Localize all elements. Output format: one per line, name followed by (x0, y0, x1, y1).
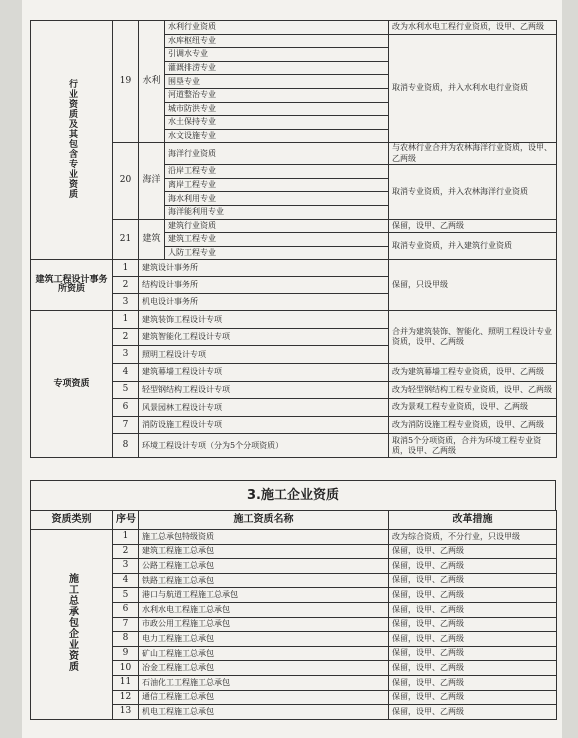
construction-qualification-table (30, 510, 557, 720)
qualification-name: 海洋行业资质 (165, 143, 389, 165)
category-cell: 建筑工程设计事务所资质 (31, 260, 113, 311)
qualification-name: 消防设施工程设计专项 (139, 416, 389, 434)
reform-measure: 保留，设甲、乙两级 (389, 617, 557, 632)
qualification-name: 矿山工程施工总承包 (139, 646, 389, 661)
field-name: 水利 (139, 21, 165, 143)
design-qualification-table (30, 20, 557, 458)
reform-measure: 改为综合资质，不分行业，只设甲级 (389, 530, 557, 545)
reform-measure: 保留，只设甲级 (389, 260, 557, 311)
qualification-name: 海洋能利用专业 (165, 205, 389, 219)
qualification-name: 施工总承包特级资质 (139, 530, 389, 545)
reform-measure: 保留，设甲、乙两级 (389, 588, 557, 603)
row-number: 2 (113, 544, 139, 559)
row-number: 5 (113, 588, 139, 603)
category-label: 施工总承包企业资质 (66, 573, 78, 673)
reform-measure: 取消专业资质，并入建筑行业资质 (389, 233, 557, 260)
header-number: 序号 (113, 511, 139, 530)
table-row (31, 311, 557, 329)
row-number: 7 (113, 617, 139, 632)
reform-measure: 改为建筑幕墙工程专业资质，设甲、乙两级 (389, 364, 557, 382)
qualification-name: 机电工程施工总承包 (139, 705, 389, 720)
table-row (31, 260, 557, 277)
qualification-name: 灌溉排涝专业 (165, 61, 389, 75)
row-number: 6 (113, 602, 139, 617)
header-measure: 改革措施 (389, 511, 557, 530)
row-number: 13 (113, 705, 139, 720)
reform-measure: 保留，设甲、乙两级 (389, 646, 557, 661)
reform-measure: 保留，设甲、乙两级 (389, 573, 557, 588)
qualification-name: 水文设施专业 (165, 129, 389, 143)
field-name: 海洋 (139, 143, 165, 219)
category-cell (31, 530, 113, 720)
row-number: 21 (113, 219, 139, 260)
row-number: 1 (113, 311, 139, 329)
qualification-name: 结构设计事务所 (139, 277, 389, 294)
row-number: 20 (113, 143, 139, 219)
reform-measure: 取消5个分项资质，合并为环境工程专业资质，设甲、乙两级 (389, 434, 557, 458)
reform-measure: 改为景观工程专业资质，设甲、乙两级 (389, 399, 557, 417)
qualification-name: 城市防洪专业 (165, 102, 389, 116)
qualification-name: 轻型钢结构工程设计专项 (139, 381, 389, 399)
qualification-name: 建筑工程专业 (165, 233, 389, 247)
qualification-name: 通信工程施工总承包 (139, 690, 389, 705)
qualification-name: 铁路工程施工总承包 (139, 573, 389, 588)
qualification-name: 人防工程专业 (165, 246, 389, 260)
qualification-name: 电力工程施工总承包 (139, 632, 389, 647)
qualification-name: 水库枢纽专业 (165, 34, 389, 48)
category-label: 行业资质及其包含专业资质 (67, 78, 77, 199)
qualification-name: 市政公用工程施工总承包 (139, 617, 389, 632)
qualification-name: 海水利用专业 (165, 192, 389, 206)
row-number: 5 (113, 381, 139, 399)
qualification-name: 风景园林工程设计专项 (139, 399, 389, 417)
row-number: 1 (113, 530, 139, 545)
qualification-name: 引调水专业 (165, 48, 389, 62)
row-number: 1 (113, 260, 139, 277)
reform-measure: 改为消防设施工程专业资质，设甲、乙两级 (389, 416, 557, 434)
qualification-name: 建筑设计事务所 (139, 260, 389, 277)
reform-measure: 保留，设甲、乙两级 (389, 661, 557, 676)
reform-measure: 保留，设甲、乙两级 (389, 602, 557, 617)
row-number: 7 (113, 416, 139, 434)
field-name: 建筑 (139, 219, 165, 260)
qualification-name: 环境工程设计专项（分为5个分项资质） (139, 434, 389, 458)
reform-measure: 保留，设甲、乙两级 (389, 219, 557, 233)
category-cell (31, 21, 113, 260)
row-number: 4 (113, 364, 139, 382)
reform-measure: 与农林行业合并为农林海洋行业资质，设甲、乙两级 (389, 143, 557, 165)
reform-measure: 取消专业资质，并入农林海洋行业资质 (389, 165, 557, 219)
row-number: 2 (113, 277, 139, 294)
row-number: 3 (113, 346, 139, 364)
qualification-name: 围垦专业 (165, 75, 389, 89)
reform-measure: 保留，设甲、乙两级 (389, 675, 557, 690)
row-number: 8 (113, 632, 139, 647)
qualification-name: 河道整治专业 (165, 88, 389, 102)
row-number: 19 (113, 21, 139, 143)
reform-measure: 保留，设甲、乙两级 (389, 705, 557, 720)
qualification-name: 建筑智能化工程设计专项 (139, 328, 389, 346)
qualification-name: 公路工程施工总承包 (139, 559, 389, 574)
reform-measure: 取消专业资质，并入水利水电行业资质 (389, 34, 557, 143)
category-cell: 专项资质 (31, 311, 113, 458)
row-number: 3 (113, 559, 139, 574)
row-number: 6 (113, 399, 139, 417)
row-number: 8 (113, 434, 139, 458)
reform-measure: 改为水利水电工程行业资质，设甲、乙两级 (389, 21, 557, 35)
qualification-name: 水土保持专业 (165, 116, 389, 130)
qualification-name: 水利水电工程施工总承包 (139, 602, 389, 617)
qualification-name: 建筑幕墙工程设计专项 (139, 364, 389, 382)
qualification-name: 机电设计事务所 (139, 294, 389, 311)
table-row (31, 21, 557, 35)
qualification-name: 建筑装饰工程设计专项 (139, 311, 389, 329)
reform-measure: 保留，设甲、乙两级 (389, 690, 557, 705)
row-number: 10 (113, 661, 139, 676)
row-number: 12 (113, 690, 139, 705)
row-number: 4 (113, 573, 139, 588)
row-number: 11 (113, 675, 139, 690)
row-number: 2 (113, 328, 139, 346)
reform-measure: 合并为建筑装饰、智能化、照明工程设计专业资质，设甲、乙两级 (389, 311, 557, 364)
qualification-name: 沿岸工程专业 (165, 165, 389, 179)
reform-measure: 保留，设甲、乙两级 (389, 559, 557, 574)
row-number: 3 (113, 294, 139, 311)
qualification-name: 石油化工工程施工总承包 (139, 675, 389, 690)
header-category: 资质类别 (31, 511, 113, 530)
qualification-name: 冶金工程施工总承包 (139, 661, 389, 676)
section-title: 3.施工企业资质 (30, 480, 556, 510)
reform-measure: 改为轻型钢结构工程专业资质，设甲、乙两级 (389, 381, 557, 399)
qualification-name: 照明工程设计专项 (139, 346, 389, 364)
header-name: 施工资质名称 (139, 511, 389, 530)
table-header-row (31, 511, 557, 530)
qualification-name: 离岸工程专业 (165, 178, 389, 192)
qualification-name: 港口与航道工程施工总承包 (139, 588, 389, 603)
qualification-name: 建筑行业资质 (165, 219, 389, 233)
row-number: 9 (113, 646, 139, 661)
qualification-name: 水利行业资质 (165, 21, 389, 35)
qualification-name: 建筑工程施工总承包 (139, 544, 389, 559)
reform-measure: 保留，设甲、乙两级 (389, 632, 557, 647)
table-row (31, 530, 557, 545)
reform-measure: 保留，设甲、乙两级 (389, 544, 557, 559)
